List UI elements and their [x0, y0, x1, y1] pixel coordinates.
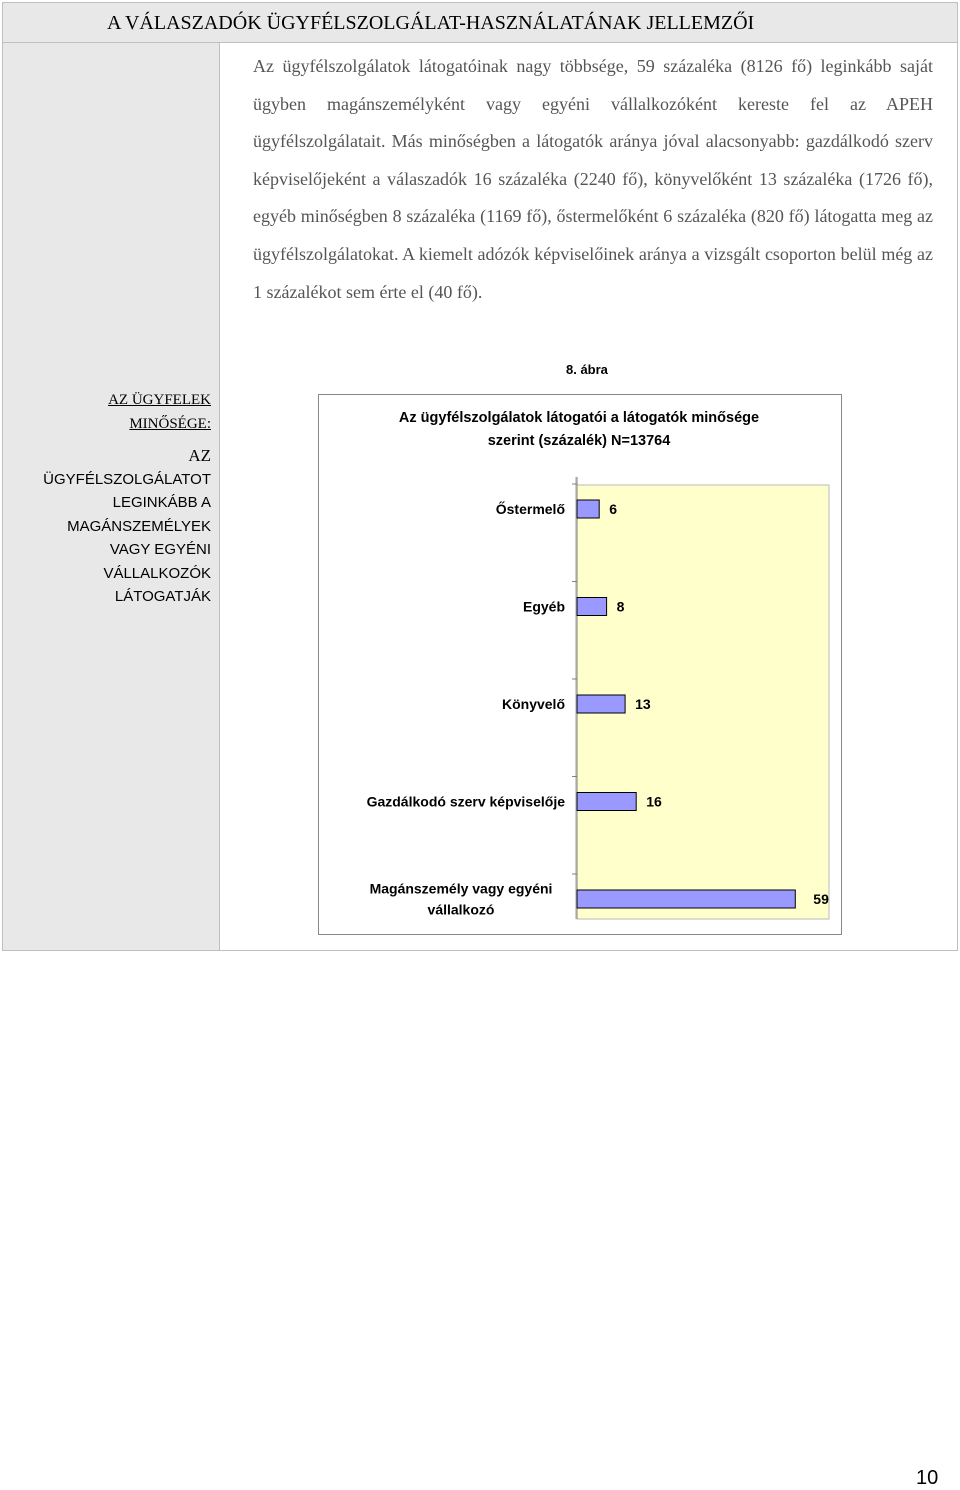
- margin-note-line: VAGY EGYÉNI: [109, 541, 211, 558]
- section-header: [3, 3, 957, 43]
- sidebar-panel: [3, 43, 220, 950]
- bar: [577, 793, 636, 811]
- margin-note-heading-line: MINŐSÉGE:: [129, 415, 211, 432]
- margin-note-heading-line: AZ ÜGYFELEK: [108, 392, 211, 408]
- margin-note-line: ÜGYFÉLSZOLGÁLATOT: [43, 470, 211, 488]
- margin-note-line: LÁTOGATJÁK: [114, 588, 211, 605]
- margin-note-line: MAGÁNSZEMÉLYEK: [67, 517, 211, 535]
- bar-chart: [319, 395, 841, 934]
- bar: [577, 500, 599, 518]
- margin-note-line: LEGINKÁBB A: [112, 494, 211, 511]
- category-label: Magánszemély vagy egyéni: [369, 880, 553, 897]
- margin-note-body: [11, 444, 211, 609]
- chart-title-line: Az ügyfélszolgálatok látogatói a látogatók minősége: [398, 410, 760, 426]
- category-label: Egyéb: [522, 598, 565, 615]
- category-label: vállalkozó: [427, 901, 495, 918]
- figure-label: 8. ábra: [566, 362, 608, 377]
- margin-note-heading: [11, 389, 211, 436]
- data-label: 13: [635, 696, 651, 712]
- data-label: 59: [813, 891, 829, 907]
- bar: [577, 598, 607, 616]
- bar: [577, 695, 625, 713]
- category-label: Őstermelő: [495, 501, 565, 517]
- page-number: 10: [916, 1467, 939, 1489]
- data-label: 16: [646, 793, 662, 810]
- section-title: A VÁLASZADÓK ÜGYFÉLSZOLGÁLAT-HASZNÁLATÁNAK JELLEMZŐI: [107, 12, 755, 34]
- margin-note-line: VÁLLALKOZÓK: [103, 564, 211, 582]
- body-paragraph: Az ügyfélszolgálatok látogatóinak nagy többsége, 59 százaléka (8126 fő) leginkább saját ügyben magánszemélyként vagy egyéni vállalkozóként kereste fel az APEH ügyfélszolgálatait. Más minőségben a látogatók aránya jóval alacsonyabb: gazdálkodó szerv képviselőjeként a válaszadók 16 százaléka (2240 fő), könyvelőként 13 százaléka (1726 fő), egyéb minőségben 8 százaléka (1169 fő), őstermelőként 6 százaléka (820 fő) látogatta meg az ügyfélszolgálatokat. A kiemelt adózók képviselőinek aránya a vizsgált csoporton belül még az 1 százalékot sem érte el (40 fő).: [253, 56, 933, 302]
- data-label: 6: [609, 501, 617, 517]
- chart-title-line: szerint (százalék) N=13764: [487, 433, 671, 449]
- bar: [577, 890, 795, 908]
- margin-note: [11, 389, 211, 609]
- data-label: 8: [616, 598, 625, 615]
- margin-note-line: AZ: [188, 446, 211, 465]
- chart-container: [318, 394, 842, 935]
- category-label: Gazdálkodó szerv képviselője: [366, 793, 565, 810]
- category-label: Könyvelő: [501, 696, 565, 712]
